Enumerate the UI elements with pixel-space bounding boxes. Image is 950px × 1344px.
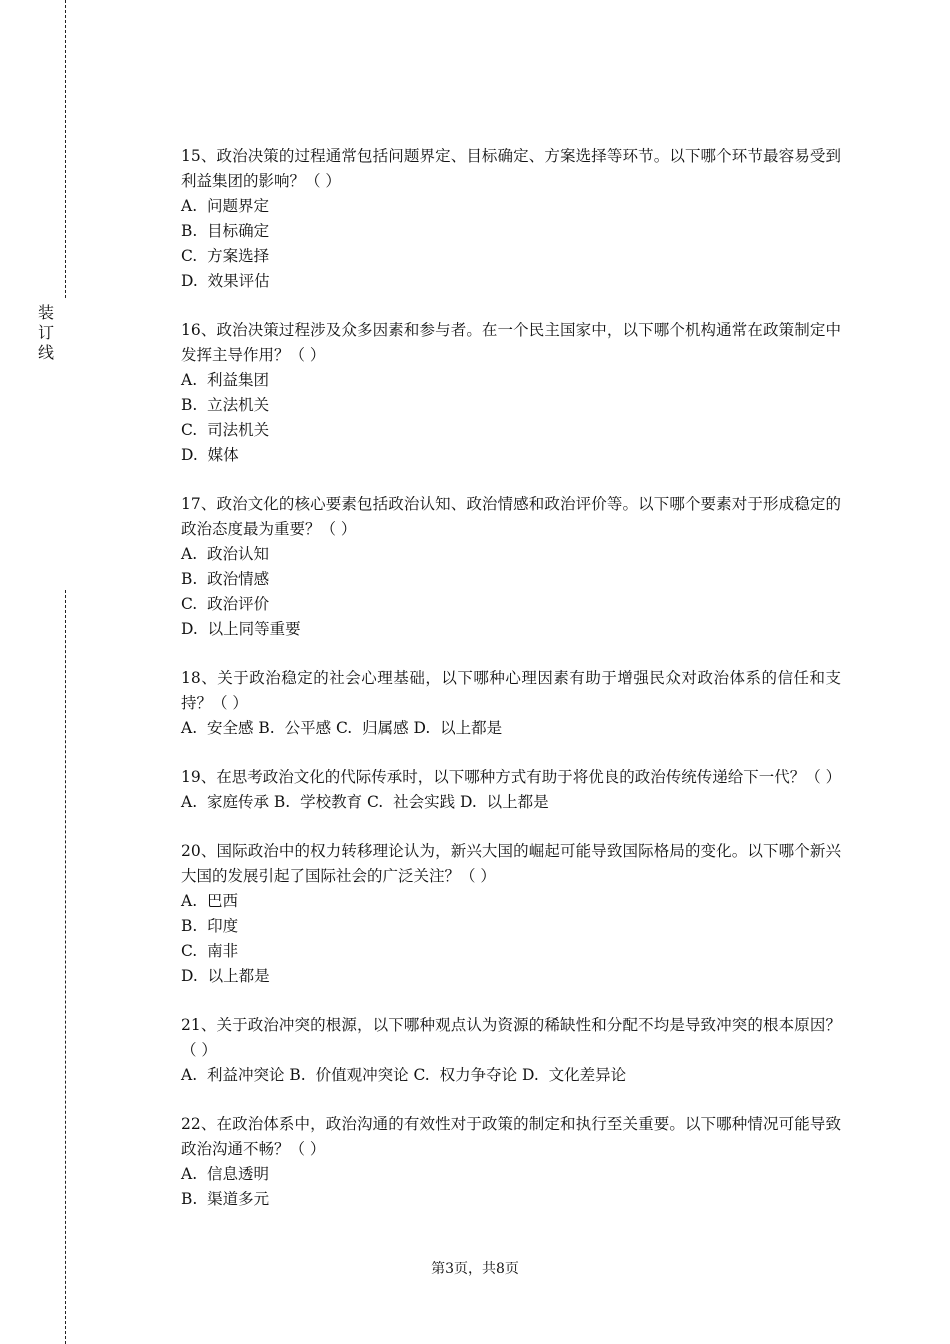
question-20 xyxy=(181,839,841,989)
question-text: 21、关于政治冲突的根源，以下哪种观点认为资源的稀缺性和分配不均是导致冲突的根本原因？（ ） xyxy=(181,1016,841,1059)
option: C. 政治评价 xyxy=(181,595,270,613)
option: A. 政治认知 xyxy=(181,545,269,563)
question-19 xyxy=(181,765,841,815)
question-text: 16、政治决策过程涉及众多因素和参与者。在一个民主国家中，以下哪个机构通常在政策制定中发挥主导作用？（ ） xyxy=(181,321,841,364)
option: D. 以上同等重要 xyxy=(181,620,301,638)
question-text: 17、政治文化的核心要素包括政治认知、政治情感和政治评价等。以下哪个要素对于形成稳定的政治态度最为重要？（ ） xyxy=(181,495,841,538)
option: B. 印度 xyxy=(181,917,239,935)
option: B. 立法机关 xyxy=(181,396,270,414)
option: D. 以上都是 xyxy=(181,967,270,985)
question-list xyxy=(181,144,841,1236)
option-row: A. 家庭传承 B. 学校教育 C. 社会实践 D. 以上都是 xyxy=(181,793,549,811)
option: A. 问题界定 xyxy=(181,197,269,215)
question-16 xyxy=(181,318,841,468)
option: D. 效果评估 xyxy=(181,272,270,290)
question-text: 22、在政治体系中，政治沟通的有效性对于政策的制定和执行至关重要。以下哪种情况可能导致政治沟通不畅？（ ） xyxy=(181,1115,841,1158)
option: B. 渠道多元 xyxy=(181,1190,270,1208)
question-text: 20、国际政治中的权力转移理论认为，新兴大国的崛起可能导致国际格局的变化。以下哪个新兴大国的发展引起了国际社会的广泛关注？（ ） xyxy=(181,842,841,885)
option: C. 南非 xyxy=(181,942,239,960)
question-18 xyxy=(181,666,841,741)
binding-char: 线 xyxy=(37,343,54,362)
option-row: A. 利益冲突论 B. 价值观冲突论 C. 权力争夺论 D. 文化差异论 xyxy=(181,1066,627,1084)
binding-line-bottom xyxy=(65,590,66,1344)
binding-char: 订 xyxy=(37,323,54,342)
question-21 xyxy=(181,1013,841,1088)
question-text: 15、政治决策的过程通常包括问题界定、目标确定、方案选择等环节。以下哪个环节最容易受到利益集团的影响？（ ） xyxy=(181,147,841,190)
question-text: 19、在思考政治文化的代际传承时，以下哪种方式有助于将优良的政治传统传递给下一代？（ ） xyxy=(181,768,842,786)
option: C. 方案选择 xyxy=(181,247,270,265)
binding-char: 装 xyxy=(37,303,54,322)
page-number: 第3页，共8页 xyxy=(431,1261,519,1277)
option: A. 利益集团 xyxy=(181,371,269,389)
option: A. 巴西 xyxy=(181,892,238,910)
binding-label xyxy=(36,303,56,363)
question-text: 18、关于政治稳定的社会心理基础，以下哪种心理因素有助于增强民众对政治体系的信任和支持？（ ） xyxy=(181,669,841,712)
option: B. 目标确定 xyxy=(181,222,270,240)
option: B. 政治情感 xyxy=(181,570,270,588)
binding-line-top xyxy=(65,0,66,298)
question-17 xyxy=(181,492,841,642)
option: A. 信息透明 xyxy=(181,1165,269,1183)
option: C. 司法机关 xyxy=(181,421,270,439)
option: D. 媒体 xyxy=(181,446,239,464)
question-15 xyxy=(181,144,841,294)
question-22 xyxy=(181,1112,841,1212)
option-row: A. 安全感 B. 公平感 C. 归属感 D. 以上都是 xyxy=(181,719,503,737)
